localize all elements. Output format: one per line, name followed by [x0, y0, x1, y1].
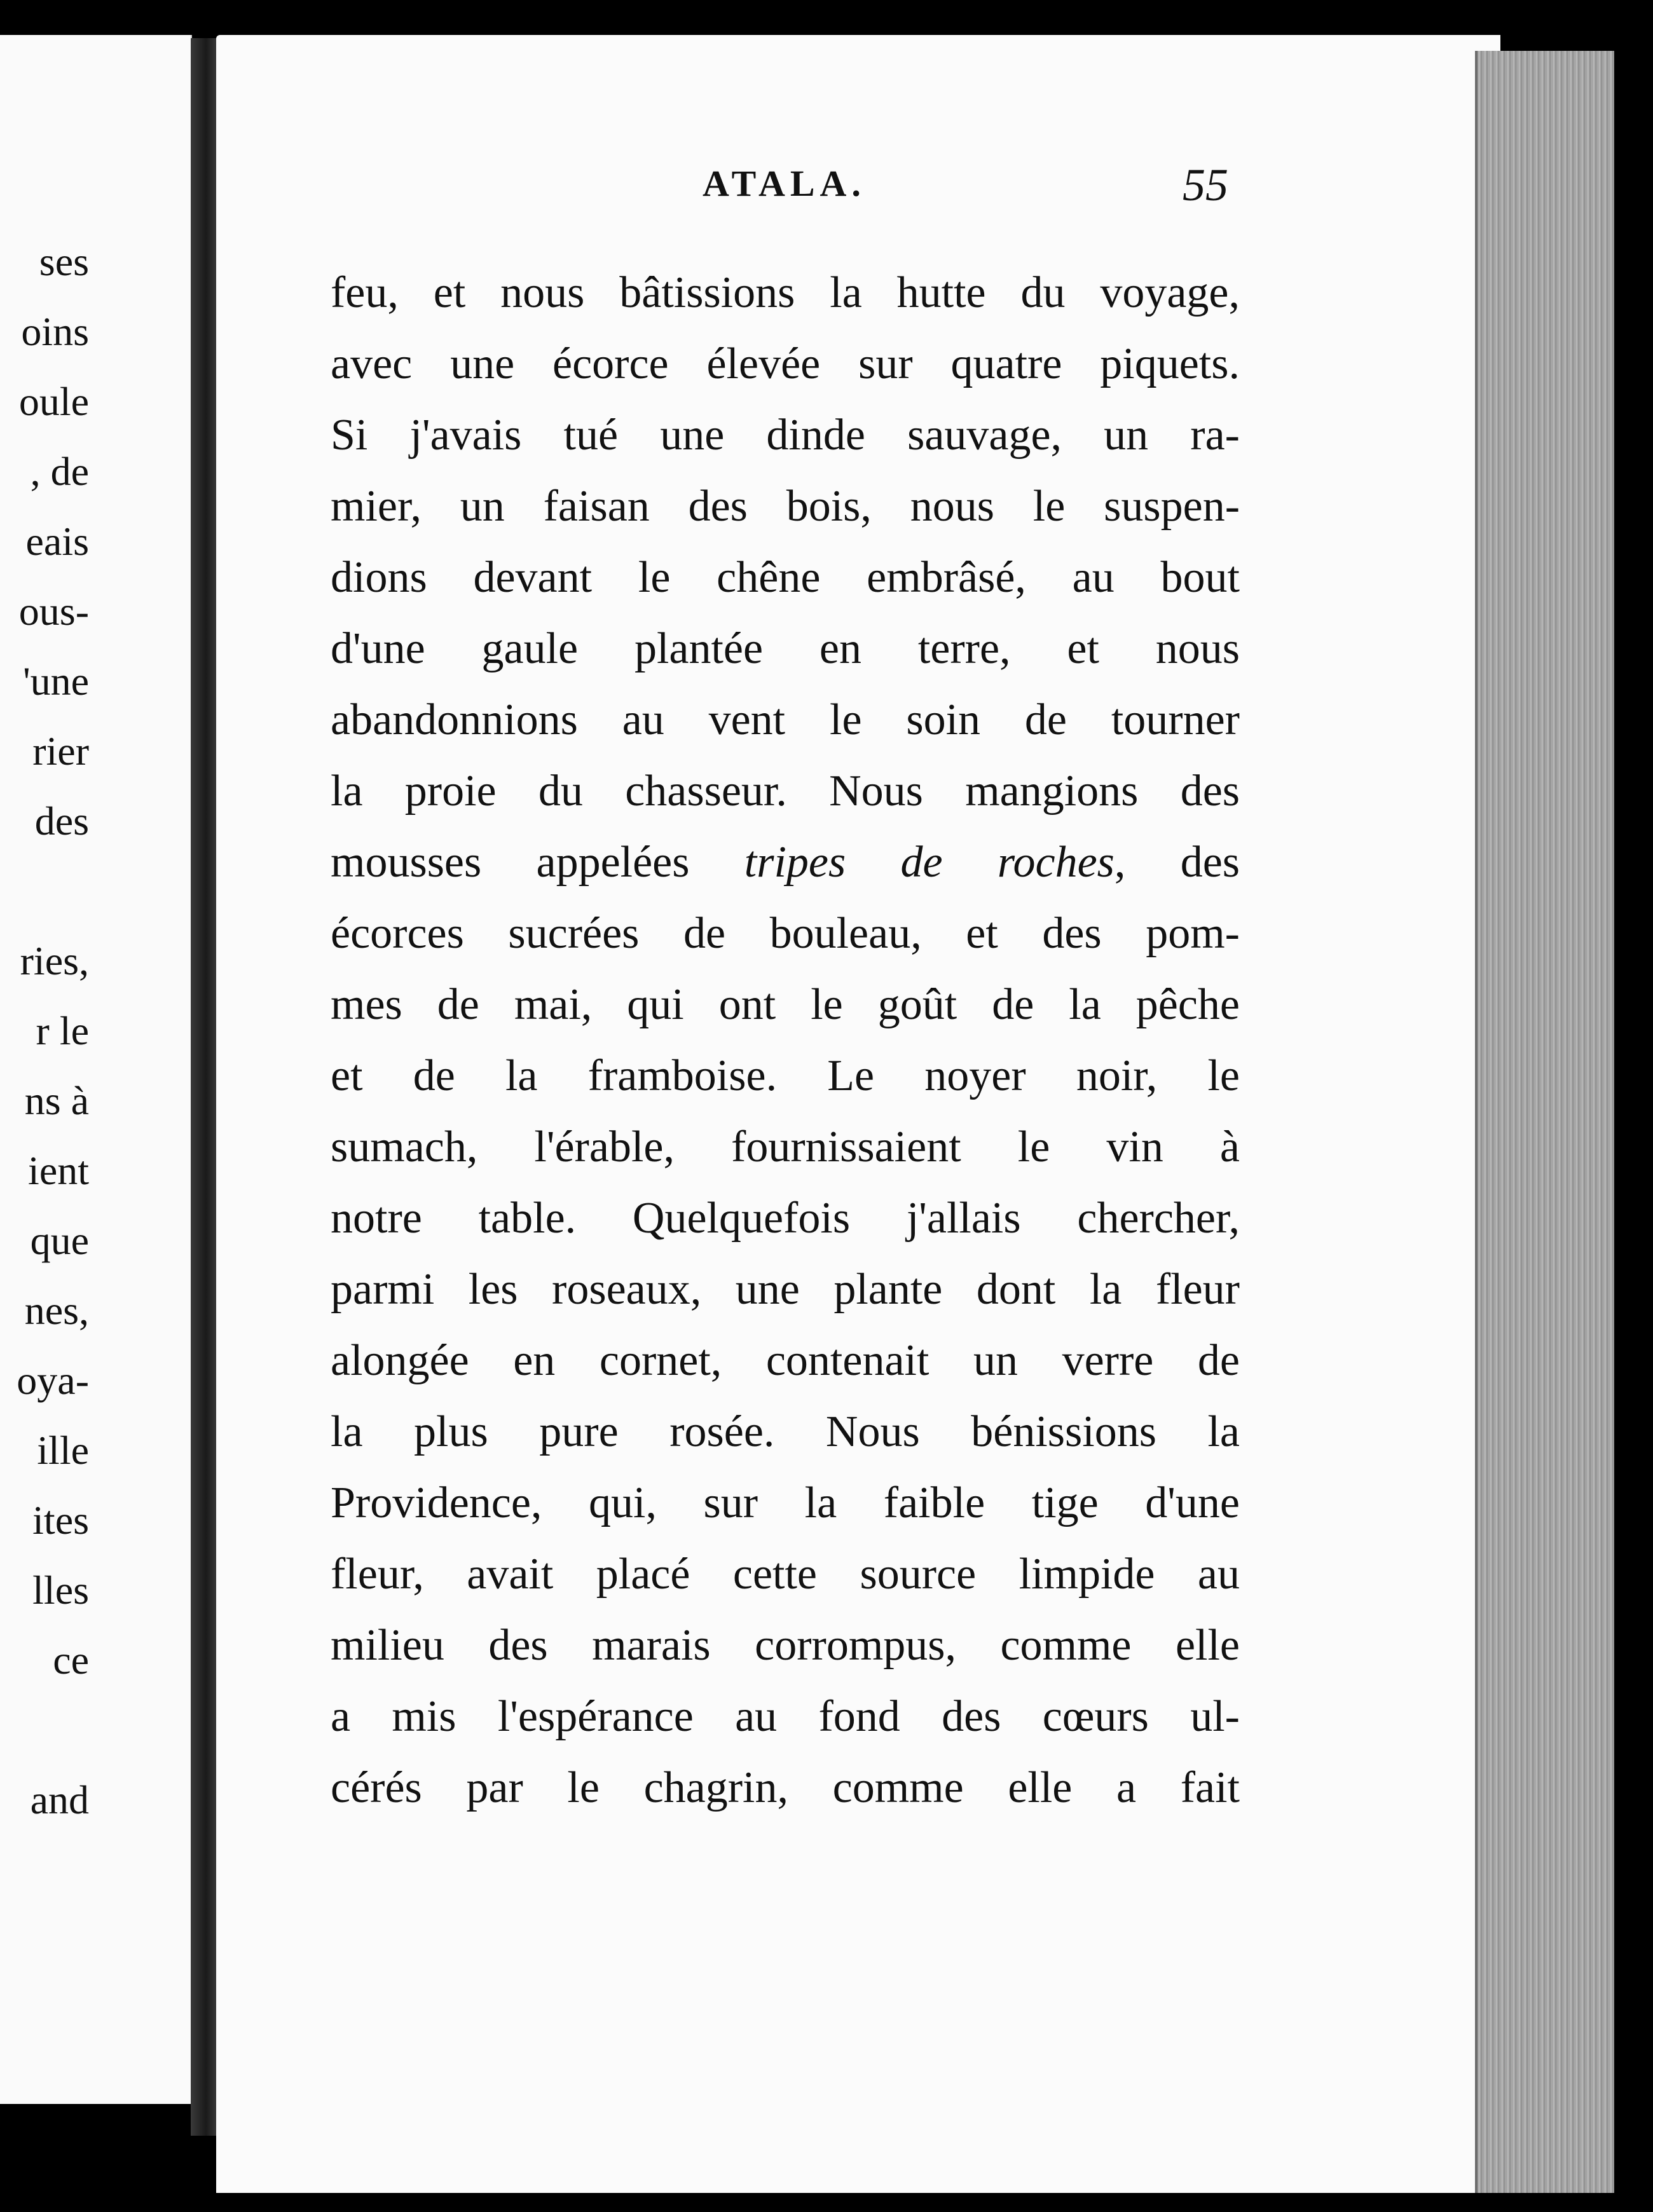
text-line: feu, et nous bâtissions la hutte du voyage, [331, 268, 1240, 317]
left-page-line: r le [36, 1008, 89, 1053]
text-line: alongée en cornet, contenait un verre de [331, 1336, 1240, 1385]
text-line: mier, un faisan des bois, nous le suspen- [331, 482, 1240, 531]
left-page-line: oins [21, 309, 89, 354]
text-line: mes de mai, qui ont le goût de la pêche [331, 980, 1240, 1029]
text-segment: mousses appelées [331, 838, 744, 887]
text-line: cérés par le chagrin, comme elle a fait [331, 1763, 1240, 1812]
body-text [331, 257, 1240, 1824]
left-page-line: ous- [18, 589, 89, 634]
text-line: fleur, avait placé cette source limpide au [331, 1550, 1240, 1599]
left-page-line: rier [32, 728, 89, 774]
text-line: dions devant le chêne embrâsé, au bout [331, 553, 1240, 602]
text-line: et de la framboise. Le noyer noir, le [331, 1051, 1240, 1100]
text-line: d'une gaule plantée en terre, et nous [331, 624, 1240, 673]
left-page-line: ient [28, 1148, 89, 1193]
page-number: 55 [1183, 160, 1228, 210]
left-page-line: eais [25, 519, 89, 564]
left-page [0, 35, 192, 2104]
running-header: ATALA. [703, 163, 866, 204]
left-page-line: oya- [17, 1358, 89, 1403]
left-page-line: lles [32, 1567, 89, 1613]
text-line: avec une écorce élevée sur quatre piquets. [331, 339, 1240, 388]
left-page-line: nes, [24, 1288, 89, 1333]
text-line: abandonnions au vent le soin de tourner [331, 695, 1240, 744]
text-line: a mis l'espérance au fond des cœurs ul- [331, 1692, 1240, 1741]
text-line: la plus pure rosée. Nous bénissions la [331, 1407, 1240, 1456]
left-page-line: ites [32, 1498, 89, 1543]
left-page-line: ns à [24, 1078, 89, 1123]
italic-phrase: tripes de roches [744, 838, 1115, 887]
left-page-line: que [30, 1218, 89, 1263]
left-page-line: oule [18, 379, 89, 424]
text-line: sumach, l'érable, fournissaient le vin à [331, 1123, 1240, 1171]
left-page-line: and [30, 1777, 89, 1822]
left-page-line: ries, [20, 938, 89, 983]
text-line: la proie du chasseur. Nous mangions des [331, 767, 1240, 816]
left-page-line: 'une [23, 659, 89, 704]
left-page-line: ille [37, 1428, 89, 1473]
text-segment: , des [1114, 838, 1240, 887]
left-page-line: ses [39, 239, 89, 284]
text-line [331, 827, 1240, 898]
text-line: Providence, qui, sur la faible tige d'une [331, 1478, 1240, 1527]
page-edge [1475, 51, 1614, 2193]
text-line: notre table. Quelquefois j'allais chercher, [331, 1194, 1240, 1243]
left-page-line: des [34, 798, 89, 843]
left-page-line: , de [30, 449, 89, 494]
text-line: Si j'avais tué une dinde sauvage, un ra- [331, 411, 1240, 460]
text-line: parmi les roseaux, une plante dont la fleur [331, 1265, 1240, 1314]
text-line: écorces sucrées de bouleau, et des pom- [331, 909, 1240, 958]
left-page-line: ce [53, 1637, 89, 1683]
text-line: milieu des marais corrompus, comme elle [331, 1621, 1240, 1670]
